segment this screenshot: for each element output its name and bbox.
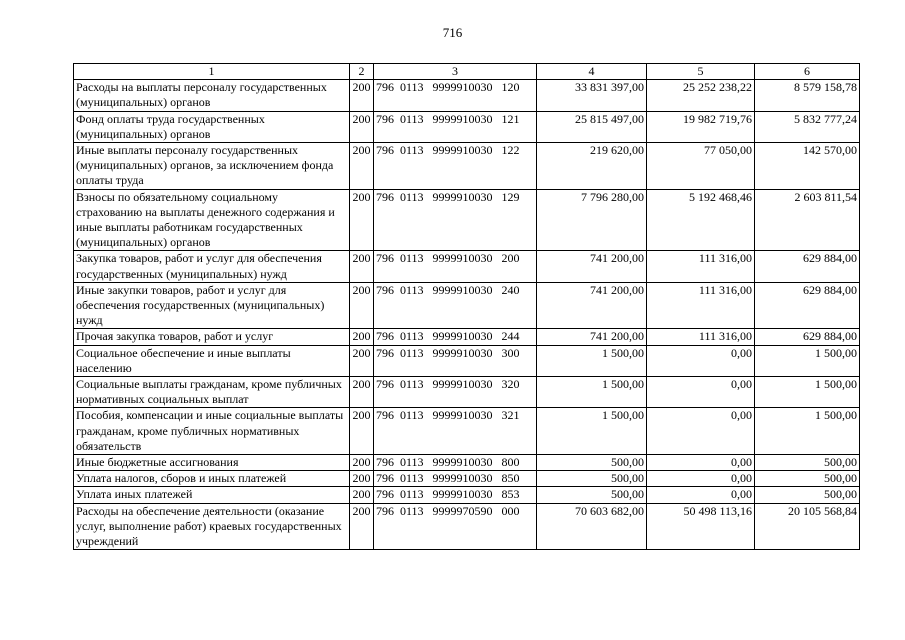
expense-name-cell: Иные закупки товаров, работ и услуг для обеспечения государственных (муниципальных) нужд bbox=[74, 282, 350, 329]
column-header-6: 6 bbox=[755, 64, 860, 80]
amount-planned-cell: 500,00 bbox=[537, 471, 647, 487]
code-200-cell: 200 bbox=[350, 408, 374, 455]
amount-executed-cell: 0,00 bbox=[647, 408, 755, 455]
classification-code-cell: 796 0113 9999910030 240 bbox=[374, 282, 537, 329]
amount-remaining-cell: 1 500,00 bbox=[755, 377, 860, 408]
table-row bbox=[74, 329, 860, 345]
column-header-4: 4 bbox=[537, 64, 647, 80]
table-row bbox=[74, 143, 860, 190]
classification-code-cell: 796 0113 9999910030 300 bbox=[374, 345, 537, 376]
table-row bbox=[74, 455, 860, 471]
expense-name-cell: Иные выплаты персоналу государственных (муниципальных) органов, за исключением фонда оплаты труда bbox=[74, 143, 350, 190]
expense-name-cell: Прочая закупка товаров, работ и услуг bbox=[74, 329, 350, 345]
classification-code-cell: 796 0113 9999910030 853 bbox=[374, 487, 537, 503]
amount-remaining-cell: 5 832 777,24 bbox=[755, 111, 860, 142]
table-row bbox=[74, 471, 860, 487]
classification-code-cell: 796 0113 9999910030 850 bbox=[374, 471, 537, 487]
amount-remaining-cell: 1 500,00 bbox=[755, 345, 860, 376]
code-200-cell: 200 bbox=[350, 487, 374, 503]
amount-planned-cell: 500,00 bbox=[537, 455, 647, 471]
expense-name-cell: Уплата налогов, сборов и иных платежей bbox=[74, 471, 350, 487]
expense-name-cell: Иные бюджетные ассигнования bbox=[74, 455, 350, 471]
classification-code-cell: 796 0113 9999910030 320 bbox=[374, 377, 537, 408]
code-200-cell: 200 bbox=[350, 143, 374, 190]
code-200-cell: 200 bbox=[350, 111, 374, 142]
budget-table-body bbox=[74, 64, 860, 550]
column-header-3: 3 bbox=[374, 64, 537, 80]
table-row bbox=[74, 345, 860, 376]
expense-name-cell: Социальное обеспечение и иные выплаты населению bbox=[74, 345, 350, 376]
column-header-row bbox=[74, 64, 860, 80]
amount-planned-cell: 500,00 bbox=[537, 487, 647, 503]
classification-code-cell: 796 0113 9999910030 122 bbox=[374, 143, 537, 190]
amount-executed-cell: 50 498 113,16 bbox=[647, 503, 755, 550]
amount-executed-cell: 0,00 bbox=[647, 471, 755, 487]
amount-remaining-cell: 629 884,00 bbox=[755, 251, 860, 282]
code-200-cell: 200 bbox=[350, 455, 374, 471]
amount-planned-cell: 741 200,00 bbox=[537, 329, 647, 345]
amount-remaining-cell: 20 105 568,84 bbox=[755, 503, 860, 550]
classification-code-cell: 796 0113 9999910030 321 bbox=[374, 408, 537, 455]
amount-planned-cell: 741 200,00 bbox=[537, 282, 647, 329]
amount-remaining-cell: 2 603 811,54 bbox=[755, 189, 860, 251]
amount-remaining-cell: 142 570,00 bbox=[755, 143, 860, 190]
amount-executed-cell: 111 316,00 bbox=[647, 251, 755, 282]
amount-remaining-cell: 500,00 bbox=[755, 471, 860, 487]
classification-code-cell: 796 0113 9999910030 120 bbox=[374, 80, 537, 111]
amount-executed-cell: 0,00 bbox=[647, 345, 755, 376]
table-row bbox=[74, 111, 860, 142]
table-row bbox=[74, 377, 860, 408]
expense-name-cell: Расходы на обеспечение деятельности (оказание услуг, выполнение работ) краевых государственных учреждений bbox=[74, 503, 350, 550]
amount-remaining-cell: 500,00 bbox=[755, 455, 860, 471]
code-200-cell: 200 bbox=[350, 345, 374, 376]
amount-planned-cell: 219 620,00 bbox=[537, 143, 647, 190]
amount-remaining-cell: 500,00 bbox=[755, 487, 860, 503]
column-header-2: 2 bbox=[350, 64, 374, 80]
classification-code-cell: 796 0113 9999910030 129 bbox=[374, 189, 537, 251]
classification-code-cell: 796 0113 9999910030 244 bbox=[374, 329, 537, 345]
table-row bbox=[74, 487, 860, 503]
code-200-cell: 200 bbox=[350, 251, 374, 282]
table-row bbox=[74, 408, 860, 455]
expense-name-cell: Расходы на выплаты персоналу государственных (муниципальных) органов bbox=[74, 80, 350, 111]
classification-code-cell: 796 0113 9999910030 200 bbox=[374, 251, 537, 282]
amount-executed-cell: 111 316,00 bbox=[647, 282, 755, 329]
classification-code-cell: 796 0113 9999970590 000 bbox=[374, 503, 537, 550]
code-200-cell: 200 bbox=[350, 189, 374, 251]
code-200-cell: 200 bbox=[350, 80, 374, 111]
column-header-1: 1 bbox=[74, 64, 350, 80]
budget-table bbox=[73, 63, 860, 550]
amount-executed-cell: 0,00 bbox=[647, 455, 755, 471]
amount-executed-cell: 5 192 468,46 bbox=[647, 189, 755, 251]
code-200-cell: 200 bbox=[350, 471, 374, 487]
amount-executed-cell: 25 252 238,22 bbox=[647, 80, 755, 111]
table-row bbox=[74, 251, 860, 282]
table-row bbox=[74, 282, 860, 329]
amount-executed-cell: 111 316,00 bbox=[647, 329, 755, 345]
table-row bbox=[74, 80, 860, 111]
code-200-cell: 200 bbox=[350, 377, 374, 408]
amount-planned-cell: 1 500,00 bbox=[537, 345, 647, 376]
amount-planned-cell: 25 815 497,00 bbox=[537, 111, 647, 142]
expense-name-cell: Уплата иных платежей bbox=[74, 487, 350, 503]
amount-remaining-cell: 629 884,00 bbox=[755, 329, 860, 345]
page-number: 716 bbox=[442, 25, 463, 40]
amount-planned-cell: 1 500,00 bbox=[537, 408, 647, 455]
code-200-cell: 200 bbox=[350, 282, 374, 329]
expense-name-cell: Закупка товаров, работ и услуг для обеспечения государственных (муниципальных) нужд bbox=[74, 251, 350, 282]
code-200-cell: 200 bbox=[350, 503, 374, 550]
amount-planned-cell: 70 603 682,00 bbox=[537, 503, 647, 550]
amount-executed-cell: 0,00 bbox=[647, 377, 755, 408]
amount-planned-cell: 1 500,00 bbox=[537, 377, 647, 408]
amount-planned-cell: 7 796 280,00 bbox=[537, 189, 647, 251]
classification-code-cell: 796 0113 9999910030 121 bbox=[374, 111, 537, 142]
column-header-5: 5 bbox=[647, 64, 755, 80]
expense-name-cell: Фонд оплаты труда государственных (муниципальных) органов bbox=[74, 111, 350, 142]
amount-executed-cell: 19 982 719,76 bbox=[647, 111, 755, 142]
classification-code-cell: 796 0113 9999910030 800 bbox=[374, 455, 537, 471]
amount-executed-cell: 77 050,00 bbox=[647, 143, 755, 190]
table-row bbox=[74, 189, 860, 251]
amount-remaining-cell: 629 884,00 bbox=[755, 282, 860, 329]
amount-executed-cell: 0,00 bbox=[647, 487, 755, 503]
amount-remaining-cell: 1 500,00 bbox=[755, 408, 860, 455]
expense-name-cell: Взносы по обязательному социальному страхованию на выплаты денежного содержания и иные выплаты работникам государственных (муниципальных) органов bbox=[74, 189, 350, 251]
amount-planned-cell: 741 200,00 bbox=[537, 251, 647, 282]
amount-planned-cell: 33 831 397,00 bbox=[537, 80, 647, 111]
expense-name-cell: Пособия, компенсации и иные социальные выплаты гражданам, кроме публичных нормативных обязательств bbox=[74, 408, 350, 455]
amount-remaining-cell: 8 579 158,78 bbox=[755, 80, 860, 111]
expense-name-cell: Социальные выплаты гражданам, кроме публичных нормативных социальных выплат bbox=[74, 377, 350, 408]
code-200-cell: 200 bbox=[350, 329, 374, 345]
table-row bbox=[74, 503, 860, 550]
